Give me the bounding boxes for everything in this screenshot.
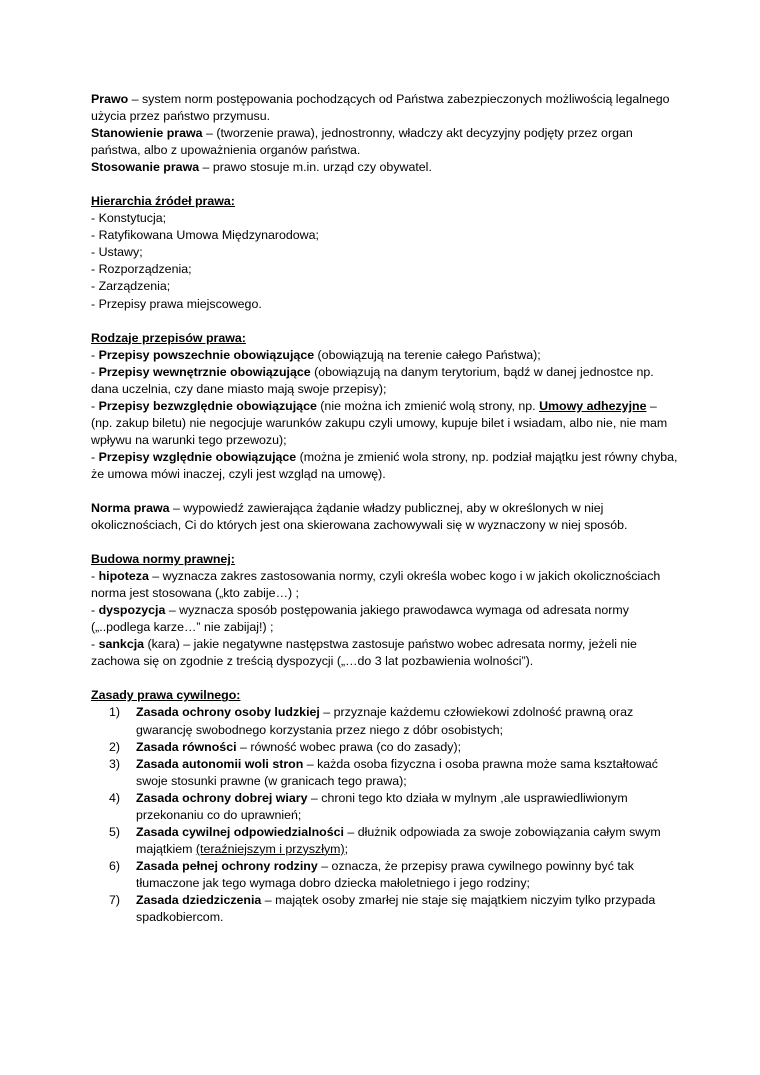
item-number: 2) [109, 739, 121, 754]
dash: - [91, 603, 99, 618]
item-text: – (np. zakup biletu) nie negocjuje warunków zakupu czyli umowy, kupuje bilet i wsiadam, albo nie, nie mam wpływu na warunki tego przewozu); [91, 398, 668, 447]
term: Stosowanie prawa [91, 160, 200, 175]
types-item [91, 449, 681, 483]
item-text: (obowiązują na danym terytorium, bądź w danej jednostce np. dana uczelnia, czy dane miasto mają swoje przepisy); [91, 364, 654, 396]
underlined-text: (teraźniejszym i przyszłym) [195, 841, 345, 856]
hierarchy-item: - Ustawy; [91, 245, 143, 260]
types-heading: Rodzaje przepisów prawa: [91, 330, 246, 345]
term: Zasada równości [136, 739, 237, 754]
dash: - [91, 364, 99, 379]
item-text: (nie można ich zmienić wolą strony, np. [316, 398, 540, 413]
structure-item [91, 602, 681, 636]
item-number: 4) [109, 790, 121, 805]
definition-stosowanie [91, 159, 681, 176]
list-item [91, 756, 681, 790]
term: Zasada pełnej ochrony rodziny [136, 858, 318, 873]
term: Zasada dziedziczenia [136, 892, 262, 907]
term: hipoteza [98, 569, 149, 584]
item-text: ; [344, 841, 349, 856]
civil-heading: Zasady prawa cywilnego: [91, 688, 241, 703]
hierarchy-item: - Zarządzenia; [91, 279, 171, 294]
item-number: 7) [109, 892, 121, 907]
definition-text: – prawo stosuje m.in. urząd czy obywatel. [199, 160, 432, 175]
term: Przepisy względnie obowiązujące [98, 449, 297, 464]
dash: - [91, 569, 99, 584]
list-item [91, 892, 681, 926]
definition-stanowienie [91, 125, 681, 159]
dash: - [91, 347, 99, 362]
structure-item [91, 636, 681, 670]
types-item [91, 347, 681, 364]
list-item [91, 739, 681, 756]
list-item [91, 824, 681, 858]
term: Przepisy powszechnie obowiązujące [98, 347, 315, 362]
term: Norma prawa [91, 500, 170, 515]
term: sankcja [98, 637, 145, 652]
item-text: – dłużnik odpowiada za swoje zobowiązania całym swym majątkiem [136, 824, 661, 856]
dash: - [91, 398, 99, 413]
term: Przepisy bezwzględnie obowiązujące [98, 398, 317, 413]
item-number: 1) [109, 705, 121, 720]
item-text: (można je zmienić wola strony, np. podział majątku jest równy chyba, że umowa mówi inaczej, czyli jest wzgląd na umowę). [91, 449, 678, 481]
item-text: – każda osoba fizyczna i osoba prawna może sama kształtować swoje stosunki prawne (w granicach tego prawa); [136, 756, 658, 788]
item-text: – majątek osoby zmarłej nie staje się majątkiem niczyim tylko przypada spadkobiercom. [136, 892, 656, 925]
structure-item [91, 568, 681, 602]
term: Prawo [91, 92, 129, 106]
item-text: (kara) – jakie negatywne następstwa zastosuje państwo wobec adresata normy, jeżeli nie zachowa się on zgodnie z treścią dyspozycji („…do 3 lat pozbawienia wolności”). [91, 637, 637, 669]
definition-text: – wypowiedź zawierająca żądanie władzy publicznej, aby w określonych w niej okolicznościach, Ci do których jest ona skierowana zachowywali się w wyznaczony w niej sposób. [91, 500, 628, 533]
item-text: (obowiązują na terenie całego Państwa); [314, 347, 541, 362]
hierarchy-item: - Konstytucja; [91, 211, 167, 226]
item-number: 3) [109, 756, 121, 771]
document-content [91, 91, 681, 926]
hierarchy-heading: Hierarchia źródeł prawa: [91, 194, 235, 209]
item-text: – wyznacza sposób postępowania jakiego prawodawca wymaga od adresata normy („..podlega karze…” nie zabijaj!) ; [91, 603, 629, 635]
hierarchy-item: - Rozporządzenia; [91, 262, 192, 277]
definition-norma [91, 500, 681, 534]
definition-text: – system norm postępowania pochodzących od Państwa zabezpieczonych możliwością legalnego użycia przez państwo przymusu. [91, 92, 670, 124]
item-text: – przyznaje każdemu człowiekowi zdolność prawną oraz gwarancję swobodnego korzystania przez niego z dóbr osobistych; [136, 705, 634, 737]
definition-prawo [91, 91, 681, 125]
item-text: – chroni tego kto działa w mylnym ,ale usprawiedliwionym przekonaniu co do uprawnień; [136, 790, 628, 822]
types-item [91, 364, 681, 398]
hierarchy-item: - Ratyfikowana Umowa Międzynarodowa; [91, 228, 319, 243]
term-underlined: Umowy adhezyjne [539, 398, 647, 413]
term: Zasada ochrony dobrej wiary [136, 790, 308, 805]
list-item [91, 704, 681, 738]
item-number: 6) [109, 858, 121, 873]
list-item [91, 790, 681, 824]
civil-principles-list [91, 704, 681, 926]
term: Zasada cywilnej odpowiedzialności [136, 824, 344, 839]
term: dyspozycja [98, 603, 166, 618]
item-text: – oznacza, że przepisy prawa cywilnego powinny być tak tłumaczone jak tego wymaga dobro dziecka małoletniego i jego rodziny; [136, 858, 634, 890]
term: Zasada autonomii woli stron [136, 756, 304, 771]
term: Stanowienie prawa [91, 126, 203, 141]
list-item [91, 858, 681, 892]
dash: - [91, 449, 99, 464]
structure-heading: Budowa normy prawnej: [91, 552, 235, 567]
dash: - [91, 637, 99, 652]
item-number: 5) [109, 824, 121, 839]
definition-text: – (tworzenie prawa), jednostronny, władczy akt decyzyjny podjęty przez organ państwa, albo z upoważnienia organów państwa. [91, 126, 633, 158]
item-text: – wyznacza zakres zastosowania normy, czyli określa wobec kogo i w jakich okolicznościach norma jest stosowana („kto zabije…) ; [91, 569, 661, 601]
item-text: – równość wobec prawa (co do zasady); [236, 739, 462, 754]
hierarchy-item: - Przepisy prawa miejscowego. [91, 296, 262, 311]
types-item [91, 398, 681, 449]
term: Zasada ochrony osoby ludzkiej [136, 705, 320, 720]
term: Przepisy wewnętrznie obowiązujące [98, 364, 311, 379]
